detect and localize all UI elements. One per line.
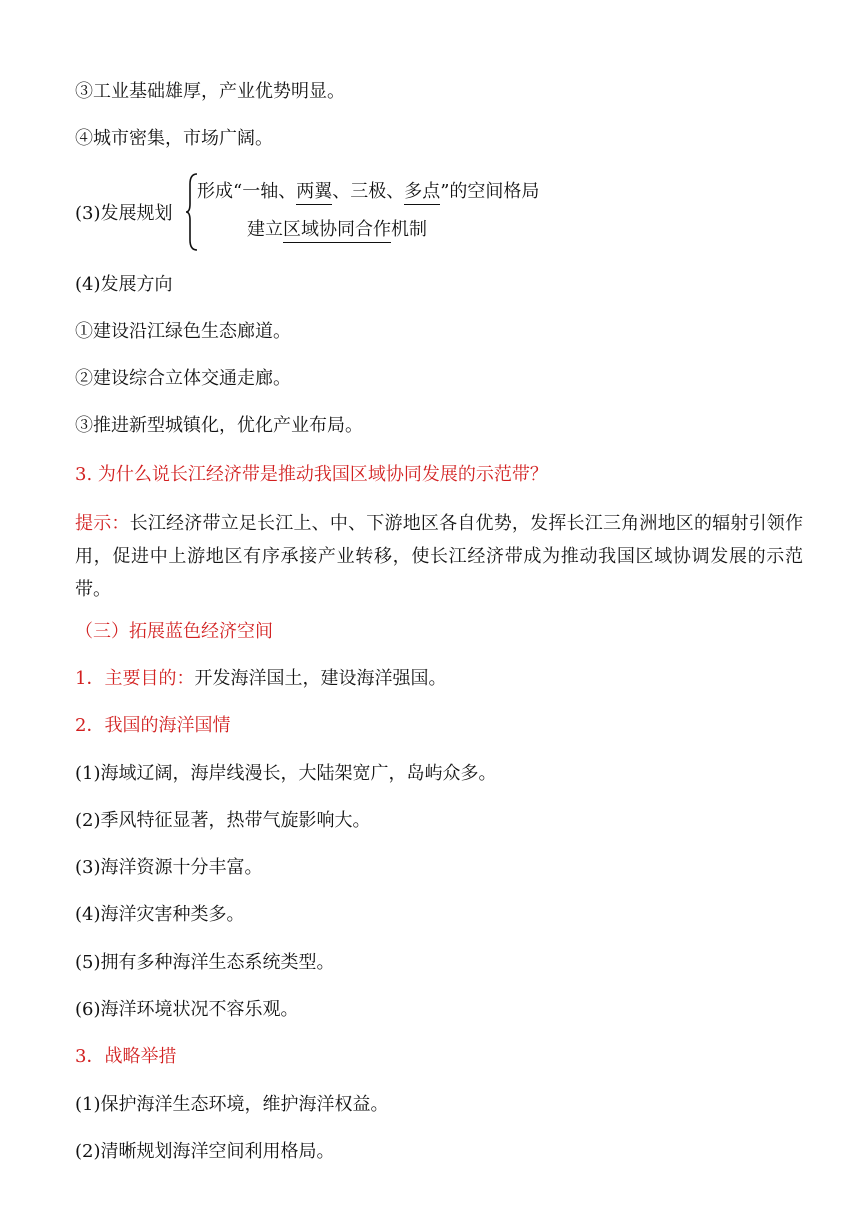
text-line: ③工业基础雄厚，产业优势明显。: [75, 81, 345, 102]
goal-text: 开发海洋国土，建设海洋强国。: [194, 668, 447, 689]
list-item: (1)保护海洋生态环境，维护海洋权益。: [75, 1094, 389, 1115]
section-heading: (4)发展方向: [75, 274, 173, 295]
list-item: ①建设沿江绿色生态廊道。: [75, 321, 291, 342]
plan-row-2: 建立区域协同合作机制: [247, 218, 427, 243]
list-item: ③推进新型城镇化，优化产业布局。: [75, 415, 363, 436]
list-item: (2)季风特征显著，热带气旋影响大。: [75, 810, 371, 831]
list-item: (6)海洋环境状况不容乐观。: [75, 999, 299, 1020]
list-item: (3)海洋资源十分丰富。: [75, 857, 263, 878]
list-item: (5)拥有多种海洋生态系统类型。: [75, 952, 335, 973]
underlined-blank: 区域协同合作: [283, 220, 391, 243]
ocean-title: 2．我国的海洋国情: [75, 715, 231, 736]
list-item: (4)海洋灾害种类多。: [75, 904, 245, 925]
underlined-blank: 两翼: [296, 182, 332, 205]
goal-line: [75, 667, 446, 691]
section-title: （三）拓展蓝色经济空间: [75, 621, 273, 642]
goal-label: 1．主要目的：: [75, 668, 195, 689]
text-line: ④城市密集，市场广阔。: [75, 128, 273, 149]
hint-label: 提示：: [75, 513, 130, 534]
list-item: ②建设综合立体交通走廊。: [75, 368, 291, 389]
list-item: (1)海域辽阔，海岸线漫长，大陆架宽广，岛屿众多。: [75, 763, 497, 784]
plan-row-1: 形成“一轴、两翼、三极、多点”的空间格局: [197, 180, 539, 205]
list-item: (2)清晰规划海洋空间利用格局。: [75, 1141, 335, 1162]
strategy-title: 3．战略举措: [75, 1046, 177, 1067]
development-plan: [75, 172, 675, 252]
question-heading: 3. 为什么说长江经济带是推动我国区域协同发展的示范带？: [75, 464, 548, 485]
hint-paragraph: [75, 507, 803, 606]
hint-text: 长江经济带立足长江上、中、下游地区各自优势，发挥长江三角洲地区的辐射引领作用，促进中上游地区有序承接产业转移，使长江经济带成为推动我国区域协调发展的示范带。: [75, 513, 804, 600]
underlined-blank: 多点: [404, 182, 440, 205]
plan-label: (3)发展规划: [75, 203, 173, 224]
